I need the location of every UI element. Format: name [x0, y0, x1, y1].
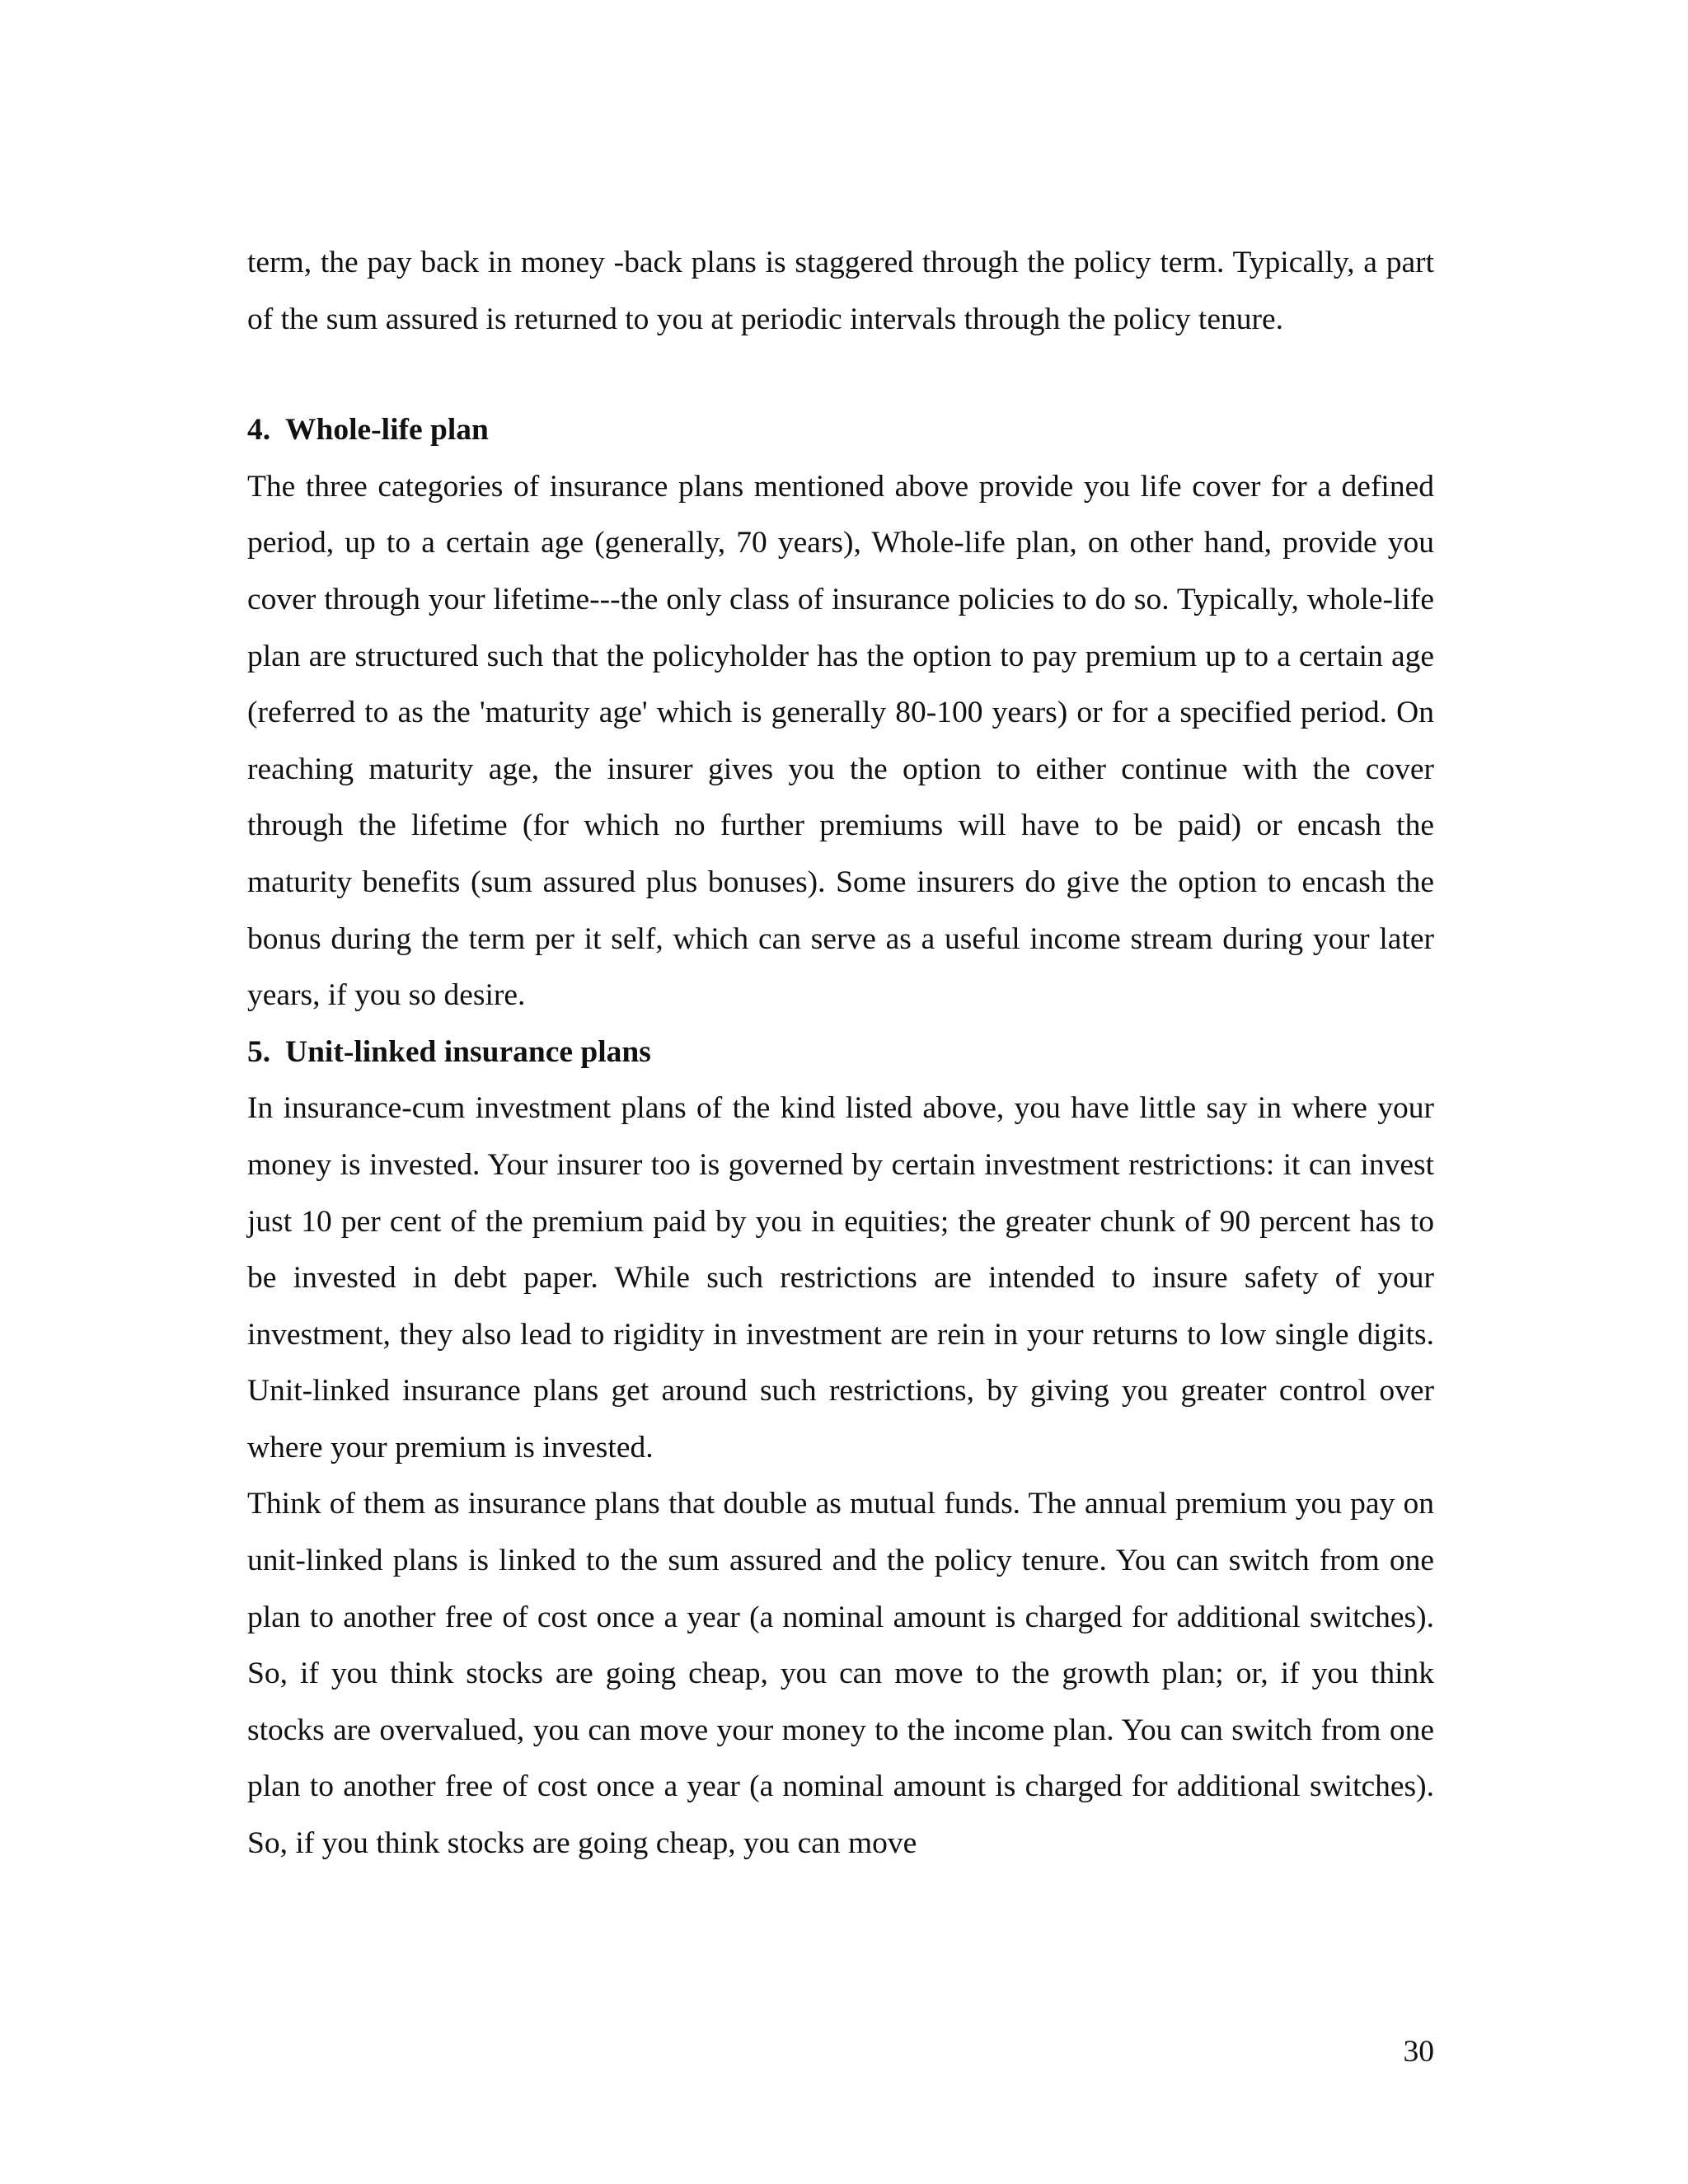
section-5-number: 5. [247, 1034, 271, 1069]
intro-paragraph: term, the pay back in money -back plans is staggered through the policy term. Typically, a part of the sum assured is returned to you at periodic intervals through the policy tenure. [247, 246, 1434, 336]
document-page [247, 235, 1434, 1872]
section-5-title: Unit-linked insurance plans [285, 1034, 651, 1069]
section-4-title: Whole-life plan [285, 413, 489, 448]
section-5-body-2: Think of them as insurance plans that double as mutual funds. The annual premium you pay on unit-linked plans is linked to the sum assured and the policy tenure. You can switch from one plan to another free of cost once a year (a nominal amount is charged for additional switches). So, if you think stocks are going cheap, you can move to the growth plan; or, if you think stocks are overvalued, you can move your money to the income plan. You can switch from one plan to another free of cost once a year (a nominal amount is charged for additional switches). So, if you think stocks are going cheap, you can move [247, 1487, 1434, 1861]
page-number: 30 [1403, 2035, 1434, 2069]
section-4-body: The three categories of insurance plans mentioned above provide you life cover for a defined period, up to a certain age (generally, 70 years), Whole-life plan, on other hand, provide you cover through your lifetime---the only class of insurance policies to do so. Typically, whole-life plan are structured such that the policyholder has the option to pay premium up to a certain age (referred to as the 'maturity age' which is generally 80-100 years) or for a specified period. On reaching maturity age, the insurer gives you the option to either continue with the cover through the lifetime (for which no further premiums will have to be paid) or encash the maturity benefits (sum assured plus bonuses). Some insurers do give the option to encash the bonus during the term per it self, which can serve as a useful income stream during your later years, if you so desire. [247, 469, 1434, 1013]
section-5-heading [247, 1024, 1434, 1081]
section-4-heading [247, 402, 1434, 459]
section-4-number: 4. [247, 413, 271, 448]
section-5-body-1: In insurance-cum investment plans of the kind listed above, you have little say in where your money is invested. Your insurer too is governed by certain investment restrictions: it can invest just 10 per cent of the premium paid by you in equities; the greater chunk of 90 percent has to be invested in debt paper. While such restrictions are intended to insure safety of your investment, they also lead to rigidity in investment are rein in your returns to low single digits. Unit-linked insurance plans get around such restrictions, by giving you greater control over where your premium is invested. [247, 1091, 1434, 1465]
